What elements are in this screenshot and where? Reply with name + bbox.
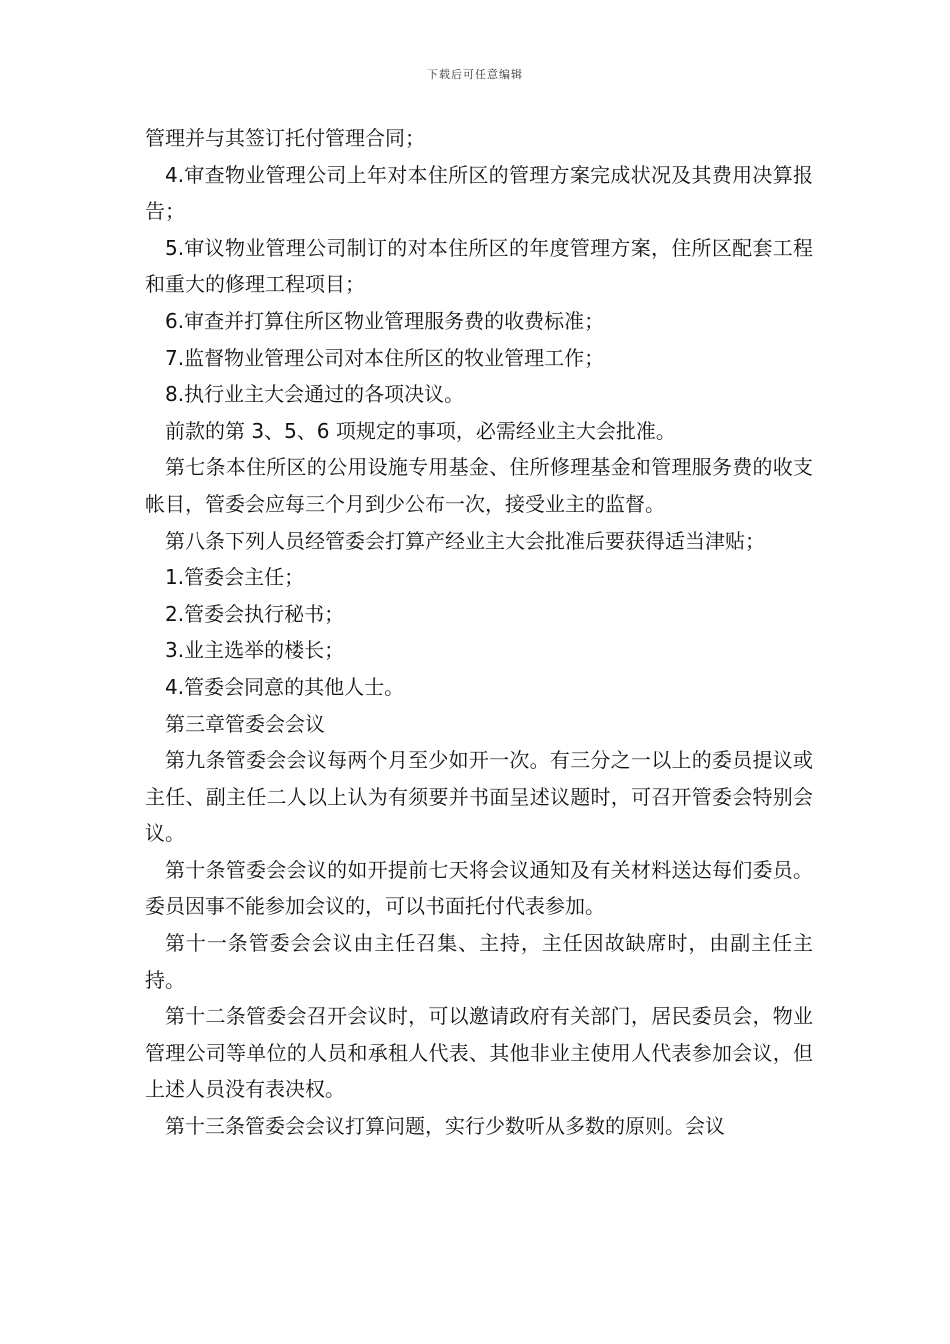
paragraph: 8.执行业主大会通过的各项决议。 [165, 382, 465, 407]
paragraph: 管理并与其签订托付管理合同； [145, 126, 425, 150]
paragraph: 1.管委会主任； [165, 565, 305, 590]
paragraph: 前款的第 3、5、6 项规定的事项，必需经业主大会批准。 [165, 418, 676, 443]
paragraph: 5.审议物业管理公司制订的对本住所区的年度管理方案，住所区配套工程和重大的修理工程项目； [145, 235, 813, 297]
paragraph: 第十二条管委会召开会议时，可以邀请政府有关部门，居民委员会，物业管理公司等单位的人员和承租人代表、其他非业主使用人代表参加会议，但上述人员没有表决权。 [145, 1004, 813, 1102]
page-header: 下载后可任意编辑 [427, 68, 523, 81]
paragraph: 第十一条管委会会议由主任召集、主持，主任因故缺席时，由副主任主持。 [145, 931, 813, 992]
paragraph: 2.管委会执行秘书； [165, 601, 345, 626]
paragraph: 第十条管委会会议的如开提前七天将会议通知及有关材料送达每们委员。委员因事不能参加会议的，可以书面托付代表参加。 [145, 857, 813, 919]
paragraph: 第八条下列人员经管委会打算产经业主大会批准后要获得适当津贴； [165, 528, 765, 553]
paragraph: 3.业主选举的楼长； [165, 638, 345, 663]
paragraph: 第十三条管委会会议打算问题，实行少数听从多数的原则。会议 [165, 1114, 725, 1139]
paragraph: 7.监督物业管理公司对本住所区的牧业管理工作； [165, 345, 605, 370]
paragraph: 第九条管委会会议每两个月至少如开一次。有三分之一以上的委员提议或主任、副主任二人以上认为有须要并书面呈述议题时，可召开管委会特别会议。 [145, 748, 813, 846]
paragraph: 第七条本住所区的公用设施专用基金、住所修理基金和管理服务费的收支帐目，管委会应每三个月到少公布一次，接受业主的监督。 [145, 455, 813, 516]
paragraph: 6.审查并打算住所区物业管理服务费的收费标准； [165, 308, 605, 333]
document-body [145, 120, 813, 1145]
paragraph: 4.审查物业管理公司上年对本住所区的管理方案完成状况及其费用决算报告； [145, 162, 813, 224]
paragraph: 4.管委会同意的其他人士。 [165, 674, 405, 699]
chapter-heading: 第三章管委会会议 [165, 711, 325, 736]
